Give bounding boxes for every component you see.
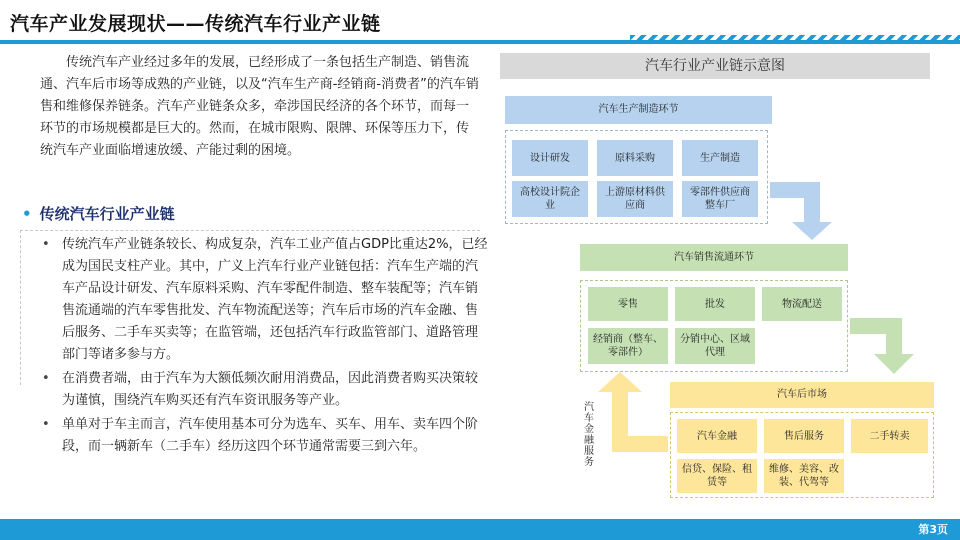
arrow-production-to-sales-icon	[770, 182, 832, 240]
list-item: • 在消费者端，由于汽车为大额低频次耐用消费品，因此消费者购买决策较为谨慎，围绕汽车购买还有汽车资讯服务等产业。	[38, 368, 488, 412]
intro-paragraph: 传统汽车产业经过多年的发展，已经形成了一条包括生产制造、销售流通、汽车后市场等成熟的产业链，以及“汽车生产商-经销商-消费者”的汽车销售和维修保养链条。汽车产业链条众多，牵涉国民经济的各个环节，而每一环节的市场规模都是巨大的。然而，在城市限购、限牌、环保等压力下，传统汽车产业面临增速放缓、产能过剩的困境。	[40, 55, 479, 158]
footer-bar	[0, 519, 960, 540]
production-design-actor: 高校设计院企业	[512, 181, 588, 217]
production-stage-label: 汽车生产制造环节	[505, 96, 772, 124]
production-manufacturing-actor: 零部件供应商整车厂	[682, 181, 758, 217]
list-item: • 单单对于车主而言，汽车使用基本可分为选车、买车、用车、卖车四个阶段，而一辆新车（二手车）经历这四个环节通常需要三到六年。	[38, 414, 488, 458]
aftermarket-finance-detail: 信贷、保险、租赁等	[677, 459, 757, 493]
aftermarket-finance: 汽车金融	[677, 419, 757, 453]
aftermarket-resale: 二手转卖	[851, 419, 928, 453]
sales-logistics: 物流配送	[762, 287, 842, 321]
page-number: 第3页	[918, 523, 948, 536]
production-design: 设计研发	[512, 140, 588, 176]
production-sourcing: 原料采购	[597, 140, 673, 176]
sales-retail: 零售	[588, 287, 668, 321]
aftermarket-stage-label: 汽车后市场	[670, 382, 934, 408]
arrow-finance-loop-icon	[598, 372, 668, 452]
production-manufacturing: 生产制造	[682, 140, 758, 176]
sales-wholesale: 批发	[675, 287, 755, 321]
sales-distribution: 分销中心、区域代理	[675, 328, 755, 364]
production-sourcing-actor: 上游原材料供应商	[597, 181, 673, 217]
diagram-title: 汽车行业产业链示意图	[500, 53, 930, 79]
finance-service-label: 汽车金融服务	[584, 402, 594, 468]
aftermarket-service-detail: 维修、美容、改装、代驾等	[764, 459, 844, 493]
arrow-sales-to-aftermarket-icon	[850, 318, 914, 374]
aftermarket-service: 售后服务	[764, 419, 844, 453]
page-title: 汽车产业发展现状——传统汽车行业产业链	[10, 13, 381, 35]
section-heading-text: 传统汽车行业产业链	[39, 205, 175, 223]
sales-stage-label: 汽车销售流通环节	[580, 244, 848, 271]
bullet-dot-icon: •	[22, 205, 32, 223]
sales-dealer: 经销商（整车、零部件）	[588, 328, 668, 364]
list-item: • 传统汽车产业链条较长、构成复杂，汽车工业产值占GDP比重达2%，已经成为国民支柱产业。其中，广义上汽车行业产业链包括：汽车生产端的汽车产品设计研发、汽车原料采购、汽车零配件制造、整车装配等；汽车销售流通端的汽车零售批发、汽车物流配送等；汽车后市场的汽车金融、售后服务、二手车买卖等；在监管端，还包括汽车行政监管部门、道路管理部门等诸多参与方。	[38, 234, 488, 366]
